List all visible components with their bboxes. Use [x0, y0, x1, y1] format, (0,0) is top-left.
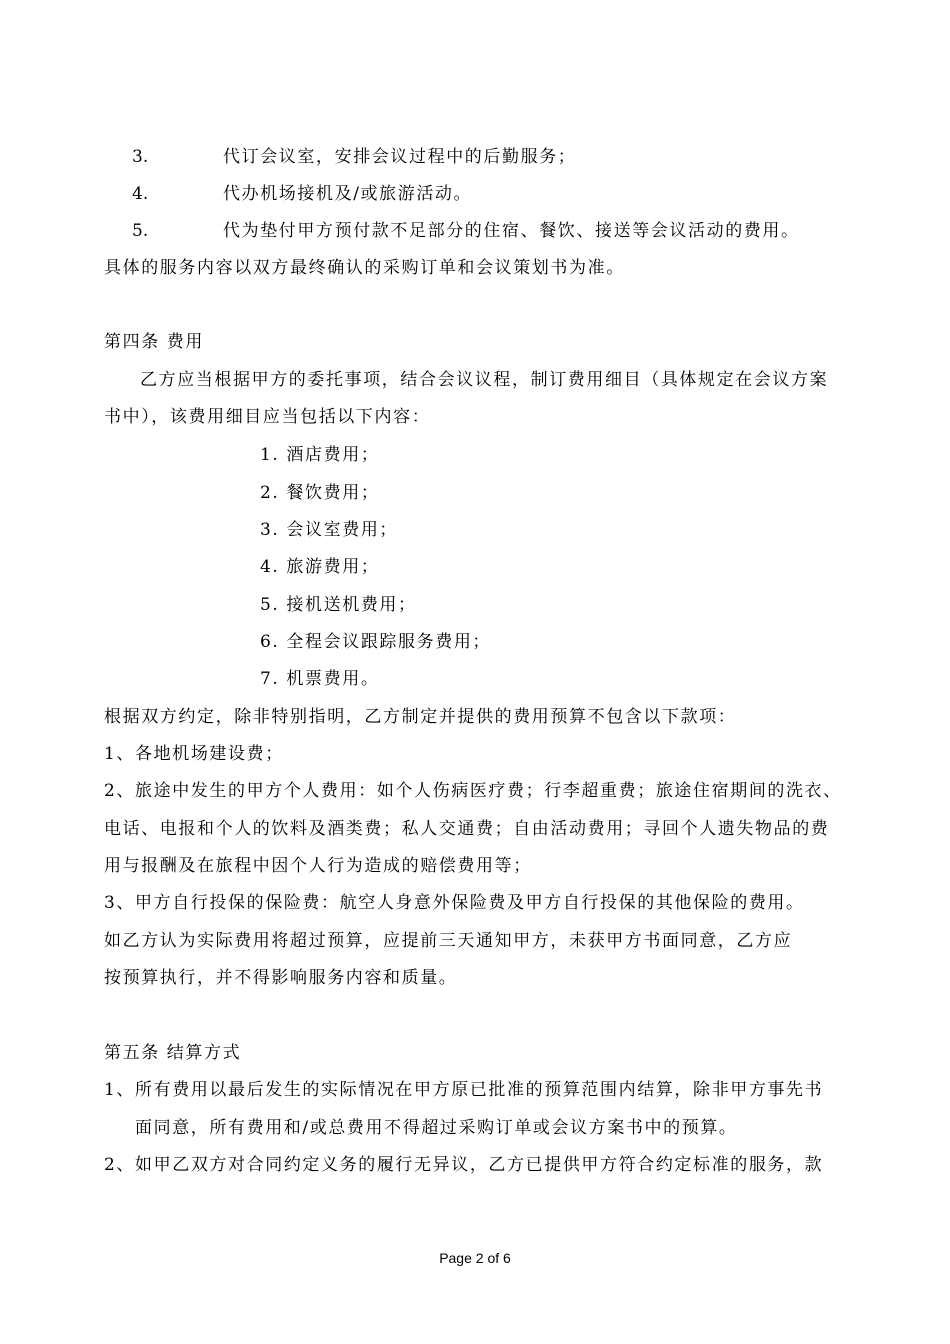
exclusions-intro: 根据双方约定，除非特别指明，乙方制定并提供的费用预算不包含以下款项： — [104, 707, 737, 727]
exclusion-2-line2: 电话、电报和个人的饮料及酒类费；私人交通费；自由活动费用；寻回个人遗失物品的费 — [104, 819, 830, 839]
fee-item-6: 6. 全程会议跟踪服务费用； — [260, 632, 492, 652]
settlement-item-2-line1: 2、如甲乙双方对合同约定义务的履行无异议，乙方已提供甲方符合约定标准的服务，款 — [104, 1155, 824, 1175]
list-number-5: 5. — [132, 221, 149, 241]
list-text-3: 代订会议室，安排会议过程中的后勤服务； — [223, 147, 577, 167]
exclusion-2-line1: 2、旅途中发生的甲方个人费用：如个人伤病医疗费；行李超重费；旅途住宿期间的洗衣、 — [104, 781, 842, 801]
list-number-3: 3. — [132, 147, 149, 167]
article4-heading: 第四条 费用 — [104, 332, 205, 352]
fee-item-4: 4. 旅游费用； — [260, 557, 380, 577]
fee-item-1: 1. 酒店费用； — [260, 445, 380, 465]
list-text-4: 代办机场接机及/或旅游活动。 — [223, 184, 473, 204]
service-note: 具体的服务内容以双方最终确认的采购订单和会议策划书为准。 — [104, 258, 625, 278]
settlement-item-1-line1: 1、所有费用以最后发生的实际情况在甲方原已批准的预算范围内结算，除非甲方事先书 — [104, 1080, 824, 1100]
fee-item-3: 3. 会议室费用； — [260, 520, 399, 540]
article5-heading: 第五条 结算方式 — [104, 1043, 242, 1063]
fee-item-7: 7. 机票费用。 — [260, 669, 380, 689]
exclusion-3: 3、甲方自行投保的保险费：航空人身意外保险费及甲方自行投保的其他保险的费用。 — [104, 893, 805, 913]
fee-item-2: 2. 餐饮费用； — [260, 483, 380, 503]
overbudget-line2: 按预算执行，并不得影响服务内容和质量。 — [104, 968, 458, 988]
list-number-4: 4. — [132, 184, 149, 204]
settlement-item-1-line2: 面同意，所有费用和/或总费用不得超过采购订单或会议方案书中的预算。 — [135, 1118, 738, 1138]
page-number: Page 2 of 6 — [439, 1250, 511, 1266]
article4-intro-line2: 书中），该费用细目应当包括以下内容： — [104, 407, 431, 427]
overbudget-line1: 如乙方认为实际费用将超过预算，应提前三天通知甲方，未获甲方书面同意，乙方应 — [104, 931, 793, 951]
exclusion-1: 1、各地机场建设费； — [104, 744, 284, 764]
exclusion-2-line3: 用与报酬及在旅程中因个人行为造成的赔偿费用等； — [104, 856, 532, 876]
article4-intro-line1: 乙方应当根据甲方的委托事项，结合会议议程，制订费用细目（具体规定在会议方案 — [140, 370, 829, 390]
fee-item-5: 5. 接机送机费用； — [260, 595, 417, 615]
list-text-5: 代为垫付甲方预付款不足部分的住宿、餐饮、接送等会议活动的费用。 — [223, 221, 800, 241]
